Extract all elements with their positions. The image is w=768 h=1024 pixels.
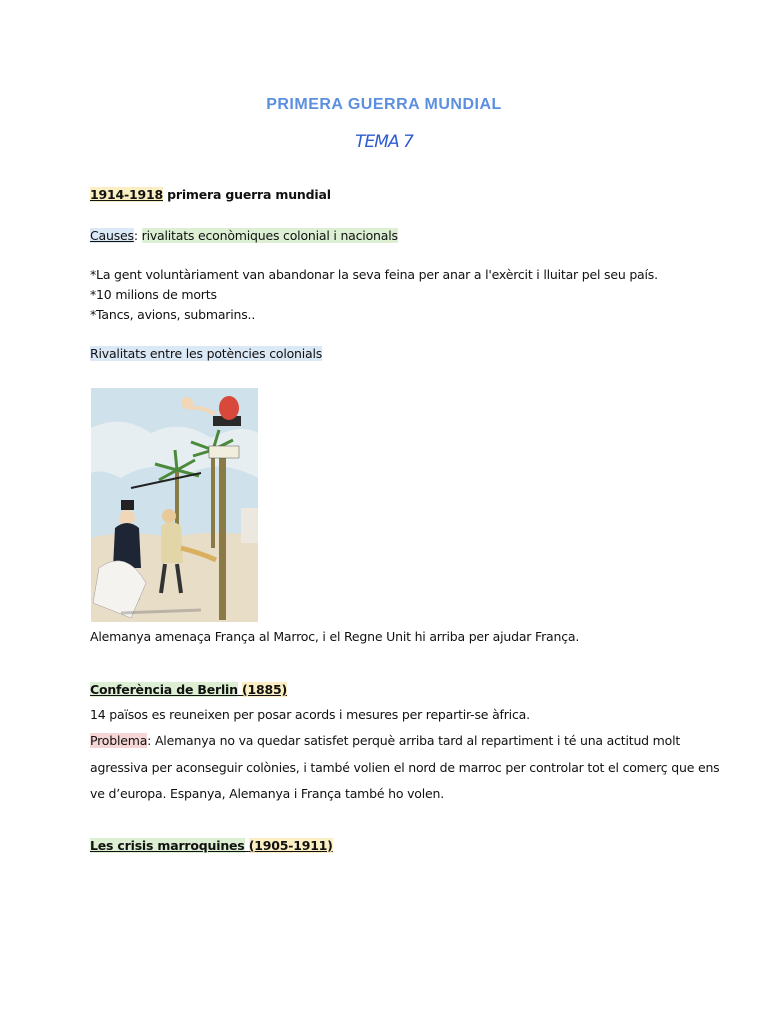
cartoon-image (91, 388, 258, 622)
problem-line-3: ve d’europa. Espanya, Alemanya i França també ho volen. (90, 786, 445, 801)
bullet-item: *Tancs, avions, submarins.. (90, 307, 256, 322)
berlin-year: (1885) (241, 682, 288, 697)
bullet-item: *10 milions de morts (90, 287, 217, 302)
rivalries-heading-text: Rivalitats entre les potències colonials (90, 346, 323, 361)
image-caption: Alemanya amenaça França al Marroc, i el Regne Unit hi arriba per ajudar França. (90, 629, 580, 644)
period-text: primera guerra mundial (162, 187, 331, 202)
berlin-name: Conferència de Berlin (90, 682, 238, 697)
crisis-heading (90, 838, 333, 854)
crisis-name: Les crisis marroquines (90, 838, 245, 853)
problem-text-1: : Alemanya no va quedar satisfet perquè arriba tard al repartiment i té una actitud molt (147, 733, 681, 748)
problem-line-2: agressiva per aconseguir colònies, i també volien el nord de marroc per controlar tot el comerç que ens (90, 760, 720, 775)
period-line (90, 187, 331, 203)
bullet-item: *La gent voluntàriament van abandonar la seva feina per anar a l'exèrcit i lluitar pel seu país. (90, 267, 658, 282)
page-subtitle: TEMA 7 (355, 132, 413, 152)
causes-line (90, 228, 398, 244)
causes-label: Causes (90, 228, 134, 243)
rivalries-heading (90, 346, 322, 362)
period-dates: 1914-1918 (90, 187, 163, 202)
berlin-text: 14 països es reuneixen per posar acords i mesures per repartir-se àfrica. (90, 707, 530, 722)
page-title: PRIMERA GUERRA MUNDIAL (266, 96, 502, 113)
causes-text: rivalitats econòmiques colonial i nacionals (141, 228, 398, 243)
cartoon-illustration (91, 388, 258, 622)
causes-sep: : (133, 228, 142, 243)
problem-label: Problema (90, 733, 148, 748)
crisis-years: (1905-1911) (248, 838, 333, 853)
berlin-heading (90, 682, 287, 698)
problem-line-1 (90, 733, 680, 749)
